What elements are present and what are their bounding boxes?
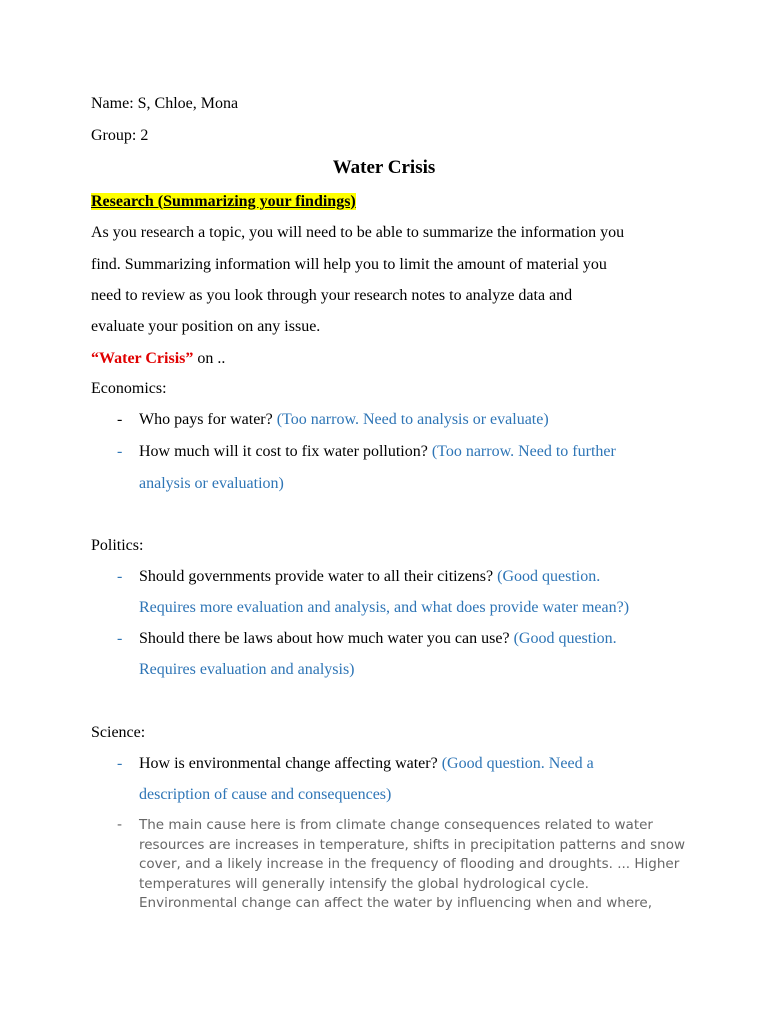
research-paragraph-line: need to review as you look through your research notes to analyze data and — [91, 287, 573, 304]
economics-question: Who pays for water? — [139, 411, 277, 428]
answer-line: resources are increases in temperature, shifts in precipitation patterns and snow — [139, 837, 686, 853]
topic-suffix: on .. — [193, 350, 226, 367]
answer-line: temperatures will generally intensify the global hydrological cycle. — [139, 876, 589, 892]
economics-question-row — [139, 410, 549, 430]
politics-question: Should governments provide water to all their citizens? — [139, 568, 498, 585]
science-label: Science: — [91, 724, 146, 741]
politics-question: Should there be laws about how much water you can use? — [139, 630, 514, 647]
feedback-comment-continued: Requires more evaluation and analysis, and what does provide water mean?) — [139, 599, 630, 616]
research-heading-row — [91, 192, 356, 212]
economics-question: How much will it cost to fix water pollution? — [139, 443, 432, 460]
feedback-comment-continued: description of cause and consequences) — [139, 786, 392, 803]
feedback-comment-continued: Requires evaluation and analysis) — [139, 661, 355, 678]
feedback-comment: (Too narrow. Need to further — [431, 443, 616, 460]
answer-line: Environmental change can affect the water by influencing when and where, — [139, 895, 652, 911]
document-title: Water Crisis — [332, 157, 436, 178]
answer-bullet-dash: - — [117, 817, 123, 833]
group-line: Group: 2 — [91, 127, 149, 144]
topic-line — [91, 349, 225, 369]
feedback-comment: (Good question. — [497, 568, 601, 585]
topic-red-label: “Water Crisis” — [91, 350, 194, 367]
research-heading: Research (Summarizing your findings) — [91, 193, 356, 210]
feedback-comment: (Good question. — [513, 630, 617, 647]
politics-question-row — [139, 629, 617, 649]
bullet-dash: - — [117, 630, 123, 647]
bullet-dash: - — [117, 755, 123, 772]
economics-label: Economics: — [91, 380, 167, 397]
research-paragraph-line: find. Summarizing information will help you to limit the amount of material you — [91, 256, 607, 273]
name-line: Name: S, Chloe, Mona — [91, 95, 239, 112]
economics-question-row — [139, 442, 616, 462]
research-paragraph-line: As you research a topic, you will need to be able to summarize the information you — [91, 224, 625, 241]
answer-line: cover, and a likely increase in the frequency of flooding and droughts. ... Higher — [139, 856, 680, 872]
bullet-dash: - — [117, 411, 123, 428]
feedback-comment: (Good question. Need a — [441, 755, 594, 772]
politics-question-row — [139, 567, 600, 587]
science-question: How is environmental change affecting water? — [139, 755, 442, 772]
bullet-dash: - — [117, 568, 123, 585]
feedback-comment-continued: analysis or evaluation) — [139, 475, 284, 492]
answer-line: The main cause here is from climate change consequences related to water — [139, 817, 653, 833]
feedback-comment: (Too narrow. Need to analysis or evaluate) — [276, 411, 549, 428]
politics-label: Politics: — [91, 537, 144, 554]
research-paragraph-line: evaluate your position on any issue. — [91, 318, 321, 335]
science-question-row — [139, 754, 594, 774]
bullet-dash: - — [117, 443, 123, 460]
